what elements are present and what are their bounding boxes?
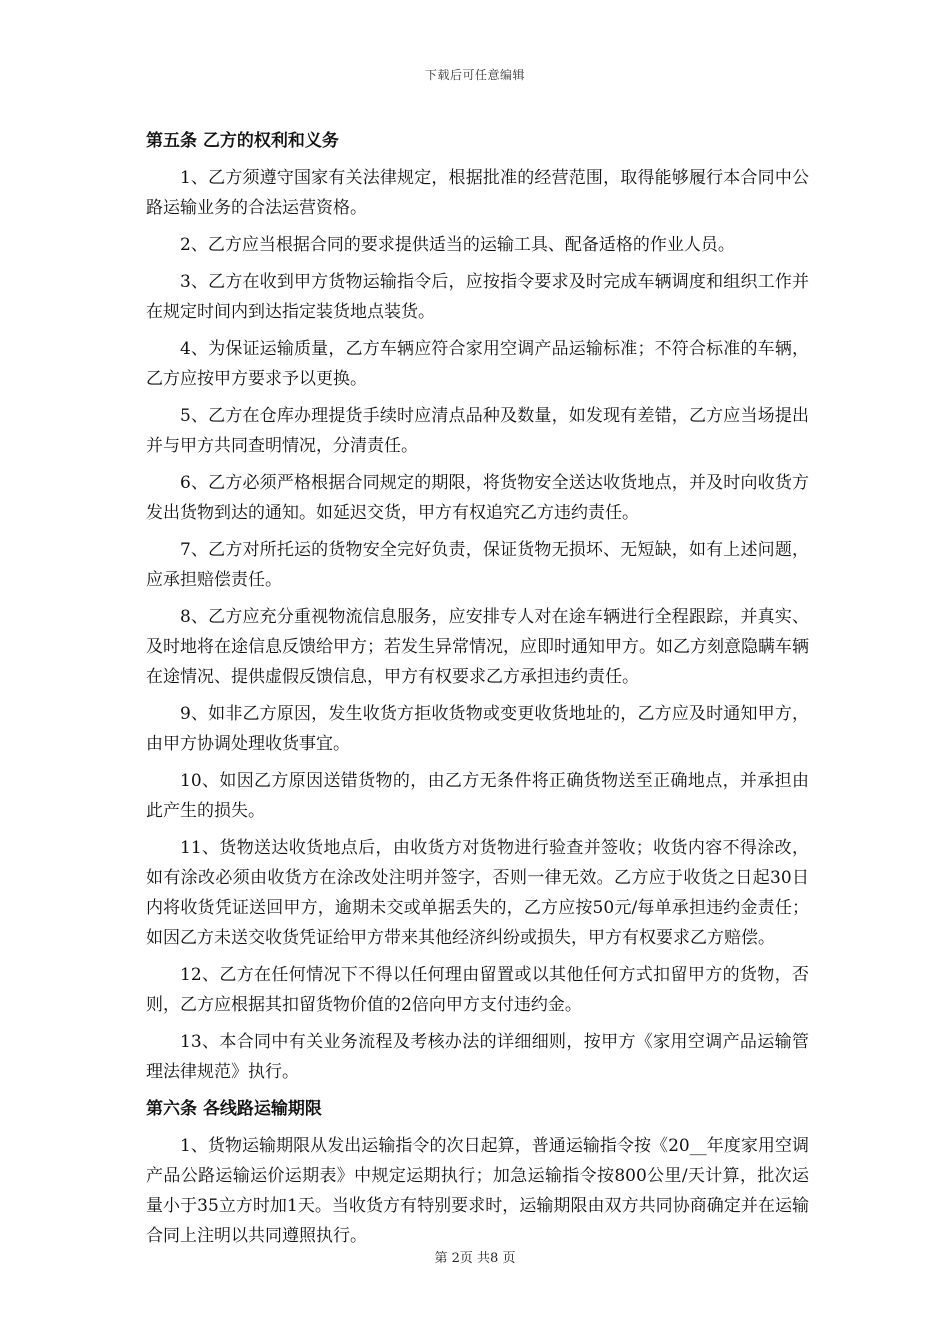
article-5-clause-3: 3、乙方在收到甲方货物运输指令后，应按指令要求及时完成车辆调度和组织工作并在规定时间内到达指定装货地点装货。 xyxy=(146,272,809,322)
article-5-clause-10: 10、如因乙方原因送错货物的，由乙方无条件将正确货物送至正确地点，并承担由此产生的损失。 xyxy=(146,771,809,821)
article-6-clause-1: 1、货物运输期限从发出运输指令的次日起算，普通运输指令按《20__年度家用空调产品公路运输运价运期表》中规定运期执行；加急运输指令按800公里/天计算，批次运量小于35立方时加1天。当收货方有特别要求时，运输期限由双方共同协商确定并在运输合同上注明以共同遵照执行。 xyxy=(146,1136,809,1246)
document-body xyxy=(146,126,809,1258)
article-5-title: 第五条 乙方的权利和义务 xyxy=(146,131,339,151)
article-5-clause-1: 1、乙方须遵守国家有关法律规定，根据批准的经营范围，取得能够履行本合同中公路运输业务的合法运营资格。 xyxy=(146,168,809,218)
article-6-title: 第六条 各线路运输期限 xyxy=(146,1099,322,1119)
article-5-clause-6: 6、乙方必须严格根据合同规定的期限，将货物安全送达收货地点，并及时向收货方发出货物到达的通知。如延迟交货，甲方有权追究乙方违约责任。 xyxy=(146,473,809,523)
article-5-clause-7: 7、乙方对所托运的货物安全完好负责，保证货物无损坏、无短缺，如有上述问题，应承担赔偿责任。 xyxy=(146,540,809,590)
article-5-clause-2: 2、乙方应当根据合同的要求提供适当的运输工具、配备适格的作业人员。 xyxy=(180,235,735,255)
article-5-clause-12: 12、乙方在任何情况下不得以任何理由留置或以其他任何方式扣留甲方的货物，否则，乙方应根据其扣留货物价值的2倍向甲方支付违约金。 xyxy=(146,965,809,1015)
article-5-clause-9: 9、如非乙方原因，发生收货方拒收货物或变更收货地址的，乙方应及时通知甲方，由甲方协调处理收货事宜。 xyxy=(146,704,809,754)
page-header: 下载后可任意编辑 xyxy=(424,68,525,82)
article-5-clause-5: 5、乙方在仓库办理提货手续时应清点品种及数量，如发现有差错，乙方应当场提出并与甲方共同查明情况，分清责任。 xyxy=(146,406,809,456)
article-5-clause-13: 13、本合同中有关业务流程及考核办法的详细细则，按甲方《家用空调产品运输管理法律规范》执行。 xyxy=(146,1032,809,1082)
article-5-clause-8: 8、乙方应充分重视物流信息服务，应安排专人对在途车辆进行全程跟踪，并真实、及时地将在途信息反馈给甲方；若发生异常情况，应即时通知甲方。如乙方刻意隐瞒车辆在途情况、提供虚假反馈信息，甲方有权要求乙方承担违约责任。 xyxy=(146,607,809,687)
page-footer: 第 2页 共8 页 xyxy=(434,1251,516,1266)
article-5-clause-4: 4、为保证运输质量，乙方车辆应符合家用空调产品运输标准；不符合标准的车辆，乙方应按甲方要求予以更换。 xyxy=(146,339,809,389)
article-5-clause-11: 11、货物送达收货地点后，由收货方对货物进行验查并签收；收货内容不得涂改，如有涂改必须由收货方在涂改处注明并签字，否则一律无效。乙方应于收货之日起30日内将收货凭证送回甲方，逾期未交或单据丢失的，乙方应按50元/每单承担违约金责任；如因乙方未送交收货凭证给甲方带来其他经济纠纷或损失，甲方有权要求乙方赔偿。 xyxy=(146,838,809,948)
